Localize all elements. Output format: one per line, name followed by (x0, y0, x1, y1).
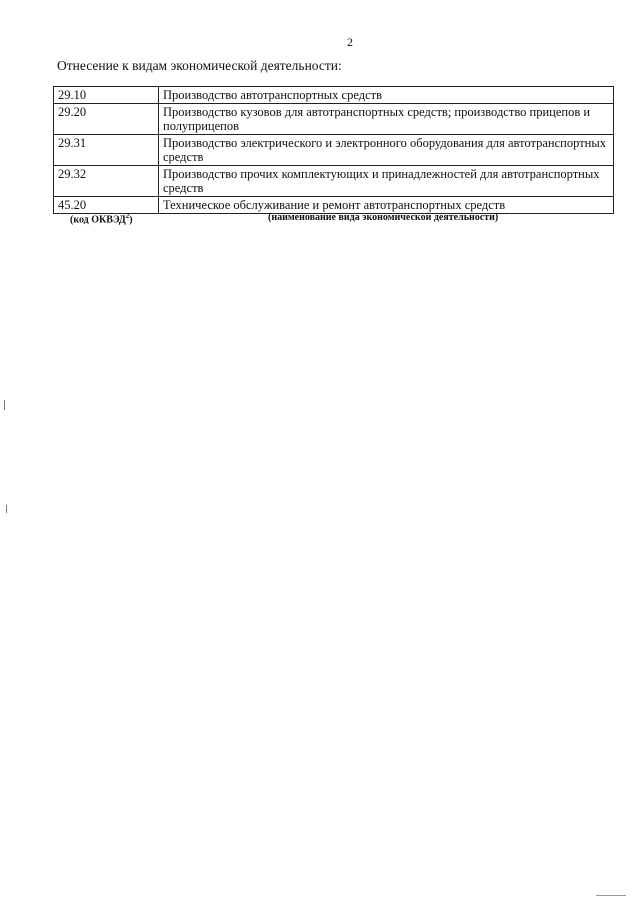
okved-code-cell: 29.31 (54, 135, 159, 166)
okved-table (53, 86, 614, 214)
okved-code-cell: 29.32 (54, 166, 159, 197)
page-number: 2 (347, 35, 353, 49)
activity-name-cell: Производство кузовов для автотранспортных средств; производство прицепов и полуприцепов (159, 104, 614, 135)
okved-code-cell: 45.20 (54, 197, 159, 214)
scan-mark-left (4, 400, 5, 410)
activity-name-cell: Техническое обслуживание и ремонт автотранспортных средств (159, 197, 614, 214)
activity-name-cell: Производство автотранспортных средств (159, 87, 614, 104)
footnote-mark: 2 (125, 212, 130, 220)
okved-code-cell: 29.20 (54, 104, 159, 135)
caption-code-prefix: (код ОКВЭД (70, 214, 126, 226)
table-row (54, 87, 614, 104)
scan-mark-left-2 (6, 505, 7, 513)
activity-name-cell: Производство электрического и электронного оборудования для автотранспортных средств (159, 135, 614, 166)
activity-name-cell: Производство прочих комплектующих и принадлежностей для автотранспортных средств (159, 166, 614, 197)
table-row (54, 104, 614, 135)
intro-text: Отнесение к видам экономической деятельности: (57, 58, 342, 73)
caption-code-suffix: ) (129, 214, 133, 226)
caption-okved-code (70, 212, 133, 225)
okved-code-cell: 29.10 (54, 87, 159, 104)
caption-activity-name: (наименование вида экономической деятельности) (268, 212, 499, 223)
table-row (54, 135, 614, 166)
scan-mark-bottom (596, 895, 626, 896)
table-row (54, 197, 614, 214)
table-row (54, 166, 614, 197)
